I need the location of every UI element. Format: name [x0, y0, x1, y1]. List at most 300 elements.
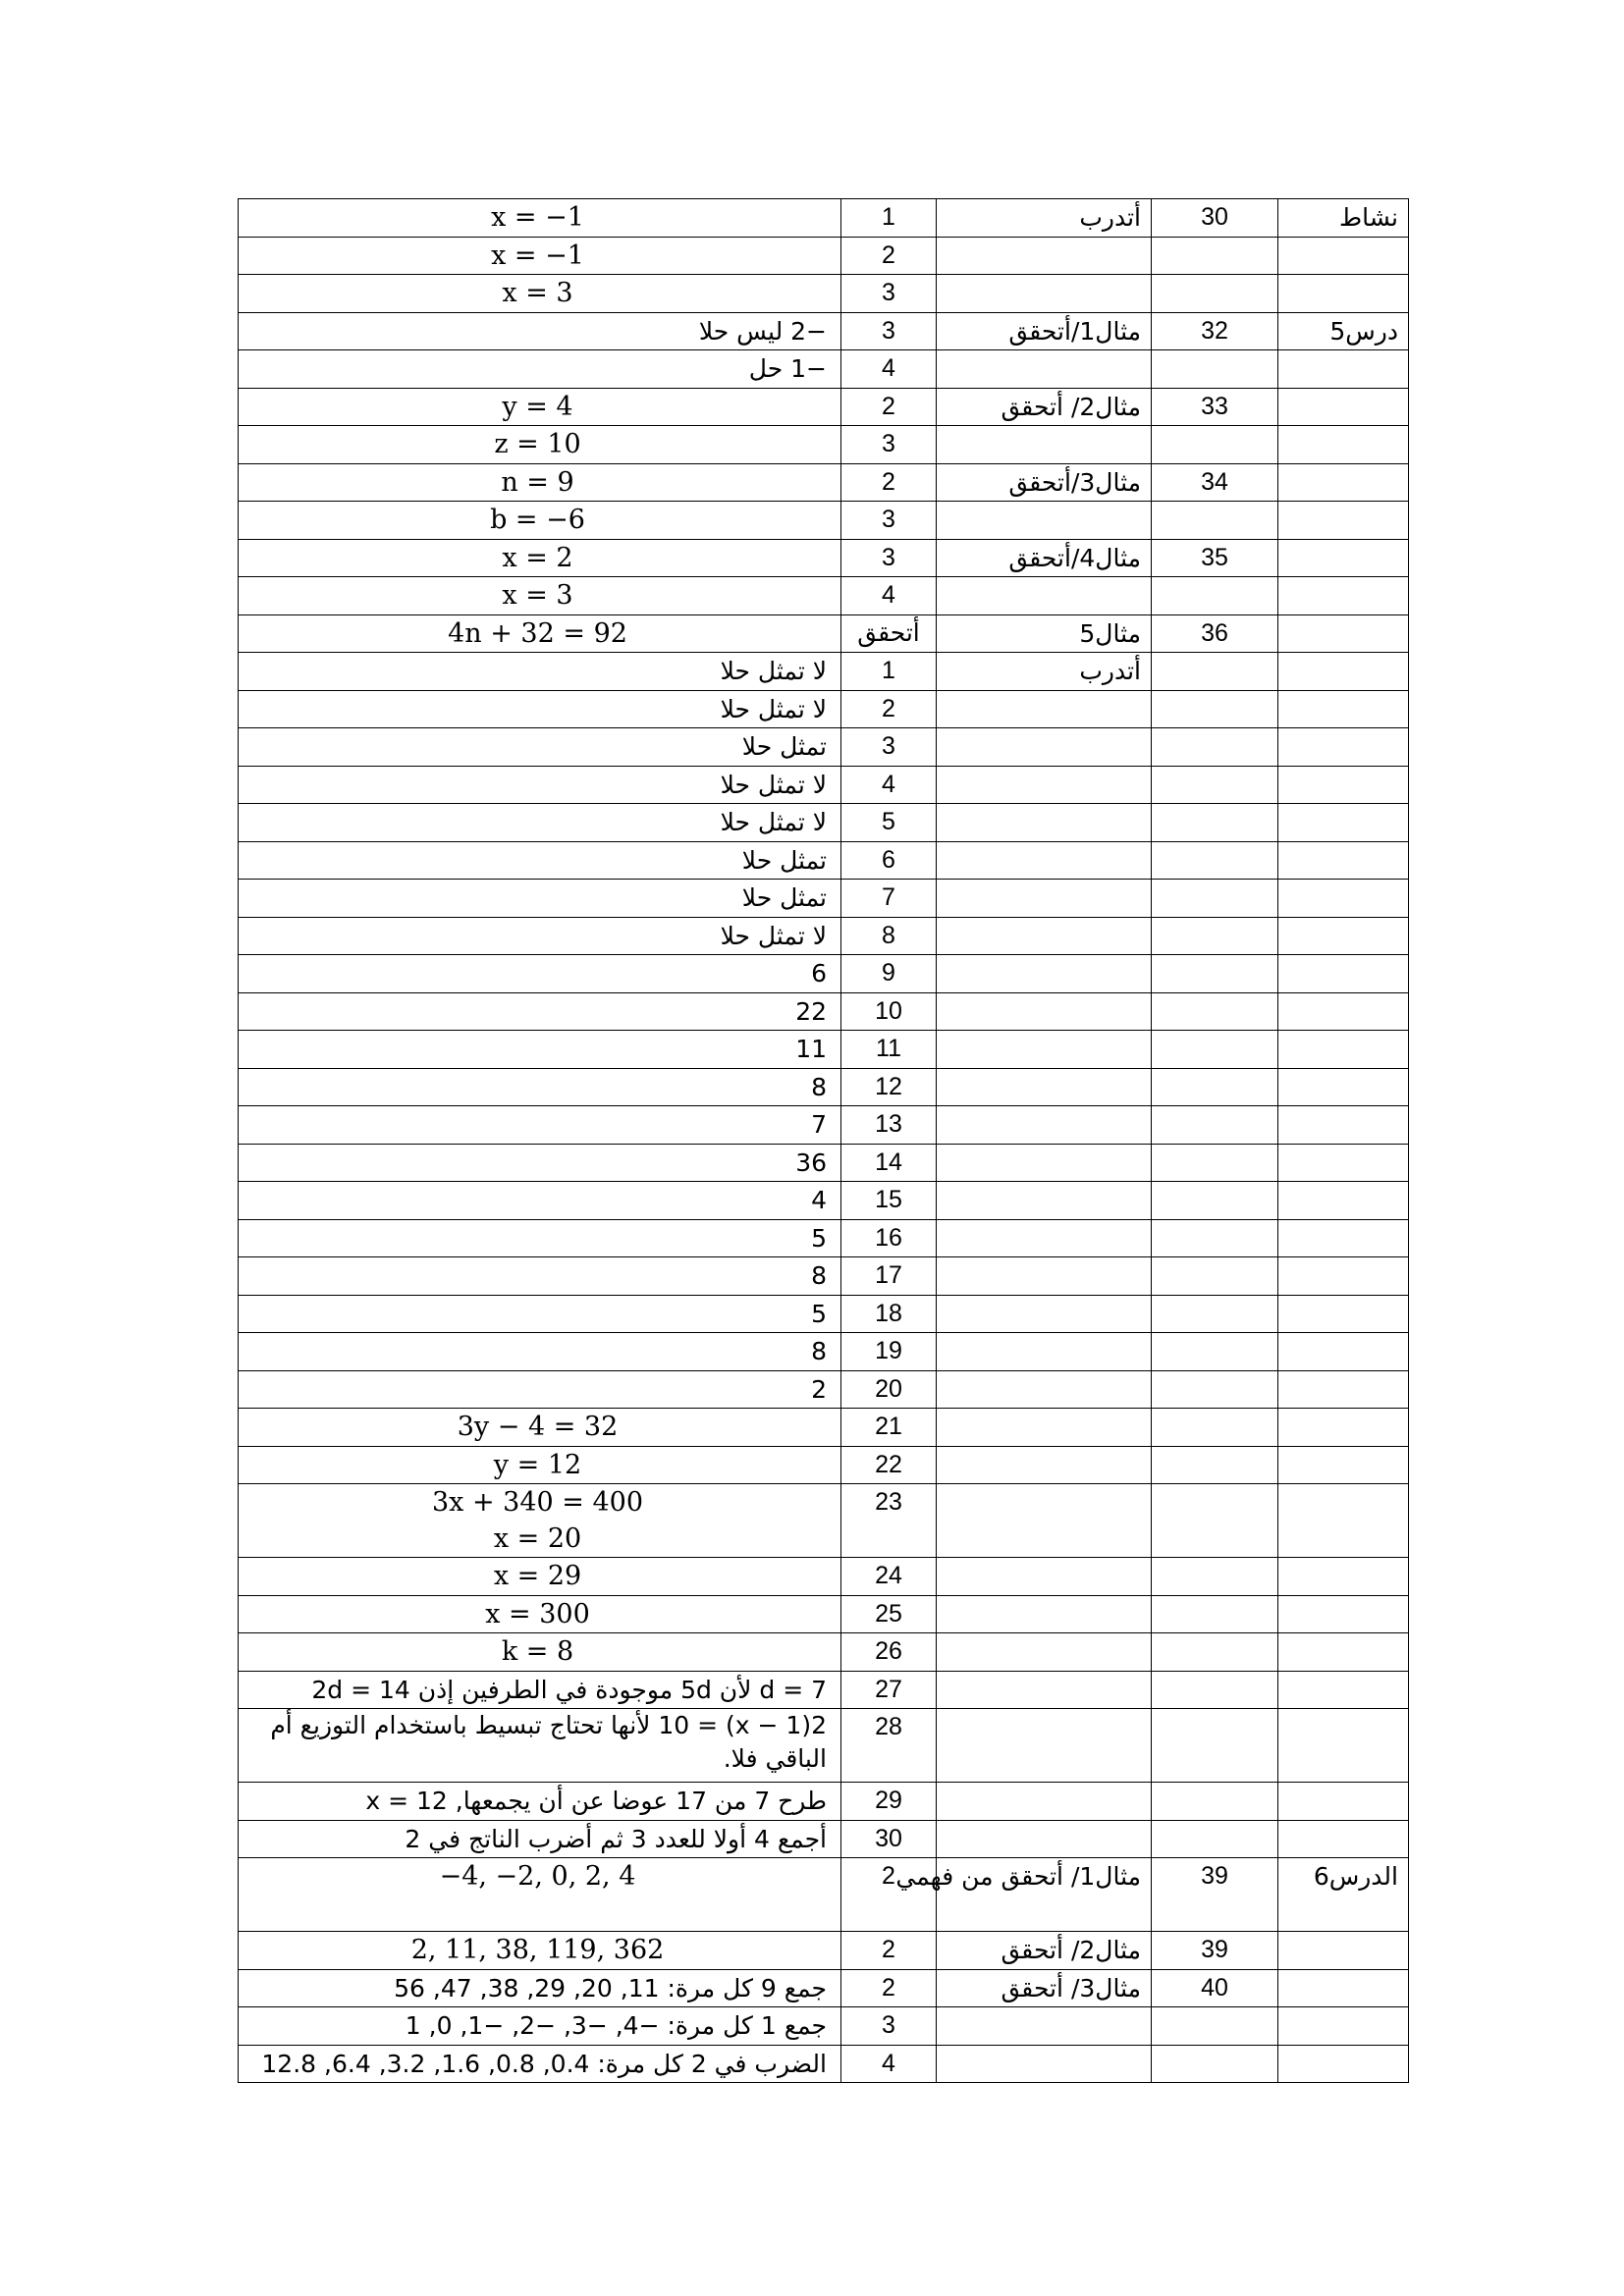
- exercise-type-cell: [937, 1409, 1152, 1447]
- exercise-type-cell: [937, 1633, 1152, 1672]
- lesson-cell: [1278, 275, 1409, 313]
- answer-math: x = 300: [485, 1598, 590, 1629]
- page-cell: [1152, 955, 1278, 993]
- exercise-type-cell: [937, 880, 1152, 918]
- table-row: [239, 1333, 1409, 1371]
- answer-key-body: [239, 199, 1409, 2083]
- question-number-cell: 17: [841, 1257, 937, 1296]
- answer-cell: [239, 1031, 841, 1069]
- lesson-cell: [1278, 1671, 1409, 1709]
- exercise-type-cell: [937, 1106, 1152, 1145]
- lesson-cell: [1278, 539, 1409, 577]
- question-number-cell: 4: [841, 766, 937, 804]
- question-number-cell: 2: [841, 690, 937, 728]
- answer-cell: [239, 1295, 841, 1333]
- lesson-cell: [1278, 728, 1409, 767]
- answer-cell: [239, 388, 841, 426]
- exercise-type-cell: [937, 1783, 1152, 1821]
- answer-cell: [239, 463, 841, 502]
- question-number-cell: أتحقق: [841, 614, 937, 653]
- page-cell: [1152, 1484, 1278, 1558]
- lesson-cell: [1278, 917, 1409, 955]
- question-number-cell: 3: [841, 312, 937, 350]
- page-cell: [1152, 1446, 1278, 1484]
- page-cell: [1152, 1633, 1278, 1672]
- question-number-cell: 2: [841, 1969, 937, 2007]
- lesson-cell: [1278, 1484, 1409, 1558]
- question-number-cell: 22: [841, 1446, 937, 1484]
- answer-text: أجمع 4 أولا للعدد 3 ثم أضرب الناتج في 2: [405, 1824, 827, 1853]
- page-cell: [1152, 1031, 1278, 1069]
- page-cell: [1152, 1333, 1278, 1371]
- question-number-cell: 3: [841, 2007, 937, 2046]
- exercise-type-cell: [937, 1295, 1152, 1333]
- question-number-cell: 2: [841, 388, 937, 426]
- question-number-cell: 6: [841, 841, 937, 880]
- table-row: [239, 237, 1409, 275]
- question-number-cell: 3: [841, 539, 937, 577]
- exercise-type-cell: [937, 426, 1152, 464]
- exercise-type-cell: [937, 350, 1152, 389]
- exercise-type-cell: [937, 2007, 1152, 2046]
- question-number-cell: 3: [841, 426, 937, 464]
- page-cell: 39: [1152, 1858, 1278, 1932]
- table-row: [239, 350, 1409, 389]
- exercise-type-cell: [937, 2045, 1152, 2083]
- exercise-type-cell: [937, 1671, 1152, 1709]
- question-number-cell: 2: [841, 1858, 937, 1932]
- lesson-cell: [1278, 880, 1409, 918]
- page-cell: 34: [1152, 463, 1278, 502]
- question-number-cell: 10: [841, 992, 937, 1031]
- lesson-cell: [1278, 463, 1409, 502]
- answer-cell: [239, 1671, 841, 1709]
- answer-math: n = 9: [501, 466, 574, 498]
- answer-math: 3x + 340 = 400: [431, 1487, 644, 1518]
- answer-text: 2: [811, 1374, 827, 1404]
- answer-cell: [239, 1858, 841, 1932]
- answer-math: 2, 11, 38, 119, 362: [410, 1935, 665, 1965]
- question-number-cell: 16: [841, 1219, 937, 1257]
- table-row: [239, 653, 1409, 691]
- lesson-cell: الدرس6: [1278, 1858, 1409, 1932]
- answer-text: طرح 7 من 17 عوضا عن أن يجمعها, x = 12: [365, 1787, 827, 1815]
- answer-cell: [239, 992, 841, 1031]
- answer-cell: [239, 1409, 841, 1447]
- lesson-cell: [1278, 1182, 1409, 1220]
- lesson-cell: [1278, 1333, 1409, 1371]
- table-row: [239, 1144, 1409, 1182]
- table-row: [239, 1969, 1409, 2007]
- answer-cell: [239, 502, 841, 540]
- table-row: [239, 1409, 1409, 1447]
- question-number-cell: 19: [841, 1333, 937, 1371]
- answer-cell: [239, 1558, 841, 1596]
- answer-cell: [239, 917, 841, 955]
- question-number-cell: 9: [841, 955, 937, 993]
- lesson-cell: [1278, 614, 1409, 653]
- exercise-type-cell: [937, 690, 1152, 728]
- answer-math-line2: x = 20: [493, 1523, 582, 1554]
- table-row: [239, 539, 1409, 577]
- question-number-cell: 15: [841, 1182, 937, 1220]
- table-row: [239, 728, 1409, 767]
- answer-math: 3y − 4 = 32: [457, 1412, 619, 1442]
- answer-cell: [239, 766, 841, 804]
- lesson-cell: [1278, 1409, 1409, 1447]
- answer-math: y = 4: [502, 391, 573, 422]
- question-number-cell: 12: [841, 1068, 937, 1106]
- table-row: [239, 1295, 1409, 1333]
- exercise-type-cell: مثال5: [937, 614, 1152, 653]
- table-row: [239, 1932, 1409, 1970]
- exercise-type-cell: مثال2/ أتحقق: [937, 388, 1152, 426]
- table-row: [239, 2045, 1409, 2083]
- lesson-cell: [1278, 992, 1409, 1031]
- answer-cell: [239, 841, 841, 880]
- answer-cell: [239, 1783, 841, 1821]
- table-row: [239, 199, 1409, 238]
- table-row: [239, 463, 1409, 502]
- answer-cell: [239, 955, 841, 993]
- page-cell: [1152, 1068, 1278, 1106]
- answer-text: لا تمثل حلا: [720, 694, 827, 723]
- question-number-cell: 3: [841, 728, 937, 767]
- exercise-type-cell: أتدرب: [937, 653, 1152, 691]
- exercise-type-cell: [937, 841, 1152, 880]
- lesson-cell: درس5: [1278, 312, 1409, 350]
- table-row: [239, 1709, 1409, 1783]
- answer-cell: [239, 577, 841, 615]
- answer-text: −1 حل: [748, 354, 827, 383]
- answer-cell: [239, 1595, 841, 1633]
- answer-math: x = −1: [491, 240, 584, 271]
- table-row: [239, 1820, 1409, 1858]
- answer-text: 2(x − 1) = 10 لأنها تحتاج تبسيط باستخدام التوزيع أم الباقي فلا.: [270, 1711, 827, 1773]
- answer-cell: [239, 614, 841, 653]
- lesson-cell: [1278, 350, 1409, 389]
- page-cell: [1152, 728, 1278, 767]
- exercise-type-cell: [937, 1068, 1152, 1106]
- answer-cell: [239, 1333, 841, 1371]
- lesson-cell: [1278, 426, 1409, 464]
- question-number-cell: 25: [841, 1595, 937, 1633]
- answer-text: لا تمثل حلا: [720, 808, 827, 836]
- answer-cell: [239, 1068, 841, 1106]
- page-cell: [1152, 275, 1278, 313]
- page-cell: [1152, 766, 1278, 804]
- lesson-cell: [1278, 1558, 1409, 1596]
- table-row: [239, 1370, 1409, 1409]
- page-cell: [1152, 1820, 1278, 1858]
- lesson-cell: [1278, 2045, 1409, 2083]
- page-cell: [1152, 1370, 1278, 1409]
- answer-math: k = 8: [501, 1636, 574, 1667]
- lesson-cell: [1278, 1031, 1409, 1069]
- answer-text: 8: [811, 1261, 827, 1290]
- answer-text: جمع 9 كل مرة: 11, 20, 29, 38, 47, 56: [394, 1973, 827, 2002]
- question-number-cell: 30: [841, 1820, 937, 1858]
- answer-math: −4, −2, 0, 2, 4: [439, 1861, 636, 1892]
- answer-text: جمع 1 كل مرة: −4, −3, −2, −1, 0, 1: [405, 2011, 827, 2040]
- page-cell: [1152, 350, 1278, 389]
- page-cell: 35: [1152, 539, 1278, 577]
- table-row: [239, 1671, 1409, 1709]
- exercise-type-cell: [937, 1144, 1152, 1182]
- lesson-cell: [1278, 237, 1409, 275]
- exercise-type-cell: [937, 955, 1152, 993]
- page-cell: [1152, 2045, 1278, 2083]
- answer-math: b = −6: [490, 505, 585, 535]
- lesson-cell: نشاط: [1278, 199, 1409, 238]
- exercise-type-cell: [937, 1219, 1152, 1257]
- page-cell: 33: [1152, 388, 1278, 426]
- exercise-type-cell: [937, 917, 1152, 955]
- exercise-type-cell: مثال3/ أتحقق: [937, 1969, 1152, 2007]
- answer-text: 5: [811, 1223, 827, 1253]
- lesson-cell: [1278, 388, 1409, 426]
- lesson-cell: [1278, 1783, 1409, 1821]
- answer-text: 7: [811, 1110, 827, 1139]
- page-cell: [1152, 1257, 1278, 1296]
- page-cell: [1152, 1783, 1278, 1821]
- table-row: [239, 992, 1409, 1031]
- page-cell: [1152, 1144, 1278, 1182]
- answer-cell: [239, 804, 841, 842]
- answer-cell: [239, 2045, 841, 2083]
- page-cell: [1152, 880, 1278, 918]
- exercise-type-cell: [937, 577, 1152, 615]
- page-cell: [1152, 577, 1278, 615]
- question-number-cell: 8: [841, 917, 937, 955]
- answer-text: تمثل حلا: [741, 732, 827, 761]
- answer-cell: [239, 728, 841, 767]
- table-row: [239, 1068, 1409, 1106]
- page-cell: [1152, 992, 1278, 1031]
- table-row: [239, 1595, 1409, 1633]
- answer-cell: [239, 1969, 841, 2007]
- lesson-cell: [1278, 653, 1409, 691]
- answer-text: 5: [811, 1299, 827, 1328]
- table-row: [239, 2007, 1409, 2046]
- exercise-type-cell: [937, 1257, 1152, 1296]
- page-cell: [1152, 917, 1278, 955]
- page-cell: [1152, 1295, 1278, 1333]
- exercise-type-cell: [937, 502, 1152, 540]
- answer-cell: [239, 312, 841, 350]
- table-row: [239, 426, 1409, 464]
- question-number-cell: 4: [841, 2045, 937, 2083]
- page-cell: [1152, 653, 1278, 691]
- page-cell: 30: [1152, 199, 1278, 238]
- question-number-cell: 4: [841, 350, 937, 389]
- exercise-type-cell: [937, 728, 1152, 767]
- exercise-type-cell: مثال4/أتحقق: [937, 539, 1152, 577]
- answer-cell: [239, 1446, 841, 1484]
- answer-cell: [239, 1709, 841, 1783]
- answer-cell: [239, 690, 841, 728]
- page-cell: [1152, 1671, 1278, 1709]
- lesson-cell: [1278, 766, 1409, 804]
- answer-text: 11: [795, 1035, 827, 1063]
- answer-cell: [239, 1820, 841, 1858]
- answer-cell: [239, 1182, 841, 1220]
- lesson-cell: [1278, 502, 1409, 540]
- lesson-cell: [1278, 1106, 1409, 1145]
- lesson-cell: [1278, 690, 1409, 728]
- question-number-cell: 27: [841, 1671, 937, 1709]
- answer-math: x = −1: [491, 202, 584, 233]
- answer-text: لا تمثل حلا: [720, 657, 827, 685]
- answer-cell: [239, 350, 841, 389]
- answer-cell: [239, 1484, 841, 1558]
- answer-cell: [239, 237, 841, 275]
- page-cell: 32: [1152, 312, 1278, 350]
- answer-cell: [239, 2007, 841, 2046]
- exercise-type-cell: أتدرب: [937, 199, 1152, 238]
- exercise-type-cell: [937, 992, 1152, 1031]
- exercise-type-cell: مثال2/ أتحقق: [937, 1932, 1152, 1970]
- page-cell: [1152, 1595, 1278, 1633]
- answer-math: x = 3: [502, 580, 573, 611]
- lesson-cell: [1278, 1633, 1409, 1672]
- lesson-cell: [1278, 1820, 1409, 1858]
- table-row: [239, 1106, 1409, 1145]
- answer-cell: [239, 653, 841, 691]
- exercise-type-cell: [937, 1558, 1152, 1596]
- exercise-type-cell: [937, 275, 1152, 313]
- table-row: [239, 1031, 1409, 1069]
- table-row: [239, 614, 1409, 653]
- table-row: [239, 1219, 1409, 1257]
- page-cell: [1152, 1558, 1278, 1596]
- answer-text: لا تمثل حلا: [720, 770, 827, 799]
- answer-math: y = 12: [493, 1449, 582, 1480]
- answer-cell: [239, 1219, 841, 1257]
- exercise-type-cell: [937, 1333, 1152, 1371]
- page-cell: [1152, 426, 1278, 464]
- table-row: [239, 1257, 1409, 1296]
- exercise-type-cell: مثال3/أتحقق: [937, 463, 1152, 502]
- table-row: [239, 275, 1409, 313]
- table-row: [239, 841, 1409, 880]
- question-number-cell: 1: [841, 199, 937, 238]
- question-number-cell: 20: [841, 1370, 937, 1409]
- lesson-cell: [1278, 577, 1409, 615]
- answer-text: 36: [795, 1148, 827, 1177]
- answer-cell: [239, 1106, 841, 1145]
- page-cell: [1152, 1409, 1278, 1447]
- exercise-type-cell: [937, 1595, 1152, 1633]
- lesson-cell: [1278, 1370, 1409, 1409]
- page-cell: [1152, 690, 1278, 728]
- answer-math: z = 10: [494, 429, 581, 459]
- answer-cell: [239, 199, 841, 238]
- answer-cell: [239, 1257, 841, 1296]
- page-cell: 40: [1152, 1969, 1278, 2007]
- page-cell: [1152, 804, 1278, 842]
- answer-text: 8: [811, 1072, 827, 1101]
- lesson-cell: [1278, 1446, 1409, 1484]
- question-number-cell: 2: [841, 463, 937, 502]
- question-number-cell: 4: [841, 577, 937, 615]
- question-number-cell: 1: [841, 653, 937, 691]
- exercise-type-cell: [937, 1709, 1152, 1783]
- answer-cell: [239, 1633, 841, 1672]
- answer-text: تمثل حلا: [741, 883, 827, 912]
- lesson-cell: [1278, 2007, 1409, 2046]
- question-number-cell: 2: [841, 1932, 937, 1970]
- table-row: [239, 690, 1409, 728]
- lesson-cell: [1278, 1068, 1409, 1106]
- answer-text: الضرب في 2 كل مرة: 0.4, 0.8, 1.6, 3.2, 6.4, 12.8: [261, 2049, 827, 2078]
- lesson-cell: [1278, 955, 1409, 993]
- question-number-cell: 18: [841, 1295, 937, 1333]
- table-row: [239, 804, 1409, 842]
- table-row: [239, 955, 1409, 993]
- answer-cell: [239, 880, 841, 918]
- exercise-type-cell: مثال1/ أتحقق من فهمي: [937, 1858, 1152, 1932]
- table-row: [239, 1783, 1409, 1821]
- page-cell: 39: [1152, 1932, 1278, 1970]
- page-cell: [1152, 841, 1278, 880]
- page-cell: 36: [1152, 614, 1278, 653]
- answer-cell: [239, 539, 841, 577]
- table-row: [239, 577, 1409, 615]
- answer-math: 4n + 32 = 92: [448, 617, 627, 649]
- question-number-cell: 3: [841, 502, 937, 540]
- answer-text: −2 ليس حلا: [698, 316, 827, 346]
- page-cell: [1152, 1182, 1278, 1220]
- page-cell: [1152, 1709, 1278, 1783]
- exercise-type-cell: مثال1/أتحقق: [937, 312, 1152, 350]
- page-cell: [1152, 1219, 1278, 1257]
- lesson-cell: [1278, 1969, 1409, 2007]
- question-number-cell: 24: [841, 1558, 937, 1596]
- exercise-type-cell: [937, 1820, 1152, 1858]
- table-row: [239, 1558, 1409, 1596]
- answer-cell: [239, 1144, 841, 1182]
- question-number-cell: 29: [841, 1783, 937, 1821]
- question-number-cell: 28: [841, 1709, 937, 1783]
- answer-math: x = 29: [493, 1561, 582, 1591]
- table-row: [239, 1858, 1409, 1932]
- table-row: [239, 502, 1409, 540]
- answer-text: تمثل حلا: [741, 845, 827, 875]
- question-number-cell: 14: [841, 1144, 937, 1182]
- answer-math: x = 3: [502, 278, 573, 308]
- lesson-cell: [1278, 1219, 1409, 1257]
- lesson-cell: [1278, 1295, 1409, 1333]
- lesson-cell: [1278, 1932, 1409, 1970]
- answer-text: 4: [811, 1186, 827, 1214]
- exercise-type-cell: [937, 1446, 1152, 1484]
- answer-cell: [239, 426, 841, 464]
- page-cell: [1152, 502, 1278, 540]
- answer-cell: [239, 1370, 841, 1409]
- table-row: [239, 1446, 1409, 1484]
- lesson-cell: [1278, 841, 1409, 880]
- table-row: [239, 1484, 1409, 1558]
- question-number-cell: 5: [841, 804, 937, 842]
- answer-text: 6: [811, 959, 827, 988]
- table-row: [239, 388, 1409, 426]
- answer-text: لا تمثل حلا: [720, 921, 827, 950]
- lesson-cell: [1278, 1709, 1409, 1783]
- page-cell: [1152, 237, 1278, 275]
- exercise-type-cell: [937, 237, 1152, 275]
- page-cell: [1152, 1106, 1278, 1145]
